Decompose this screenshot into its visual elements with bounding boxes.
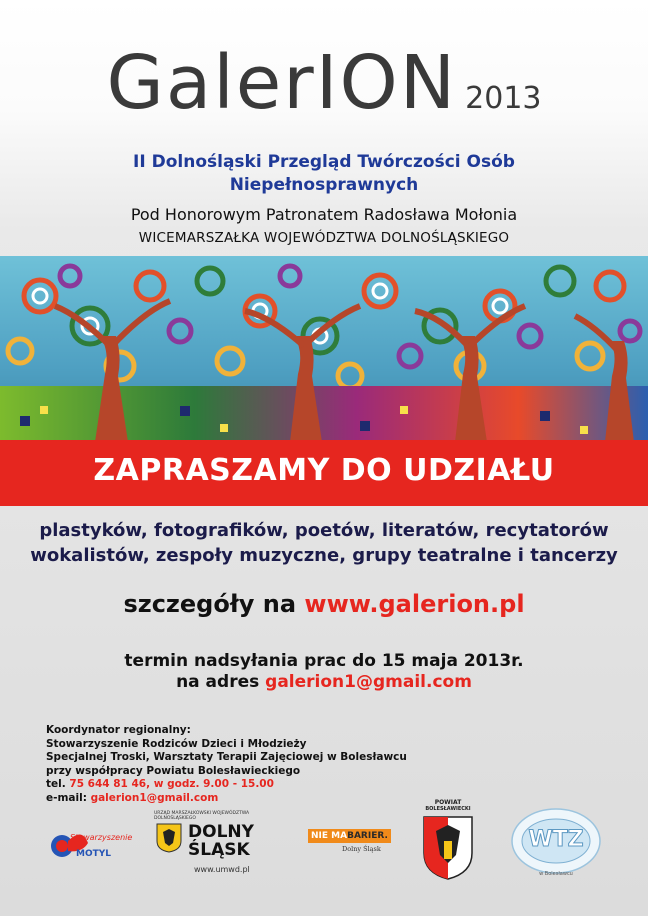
motyl-top-text: Stowarzyszenie (70, 833, 133, 842)
vice-marshal-line: WICEMARSZAŁKA WOJEWÓDZTWA DOLNOŚLĄSKIEGO (138, 230, 510, 246)
umwd-url[interactable]: www.umwd.pl (194, 865, 250, 874)
website-link[interactable]: www.galerion.pl (304, 590, 525, 618)
dolny-line2: ŚLĄSK (188, 840, 250, 860)
coordinator-org-line1: Stowarzyszenie Rodziców Dzieci i Młodzieży (46, 737, 307, 750)
submission-email-link[interactable]: galerion1@gmail.com (265, 672, 472, 692)
invitation-banner-text: ZAPRASZAMY DO UDZIAŁU (93, 453, 555, 488)
wtz-logo (508, 805, 604, 885)
motyl-logo (48, 823, 133, 869)
office-hours: , w godz. 9.00 - 15.00 (146, 778, 274, 791)
logo-word: GalerION (106, 40, 458, 126)
powiat-logo (414, 797, 482, 897)
powiat-line2: BOLESŁAWIECKI (425, 806, 471, 812)
address-line (0, 672, 648, 692)
tree-of-life-painting (0, 256, 648, 442)
wtz-sub: w Bolesławcu (539, 871, 573, 877)
coordinator-phone-line (46, 778, 407, 792)
nie-ma-barier-logo (308, 829, 388, 869)
details-prefix: szczegóły na (123, 590, 297, 618)
event-subtitle-line1: II Dolnośląski Przegląd Twórczości Osób (133, 152, 515, 172)
wtz-letters: WTZ (528, 827, 584, 852)
phone-label: tel. (46, 778, 66, 791)
logo-year: 2013 (465, 81, 542, 116)
coat-of-arms-icon (422, 815, 474, 881)
coordinator-email-link[interactable]: galerion1@gmail.com (90, 791, 219, 804)
powiat-line1: POWIAT (434, 799, 462, 806)
motyl-name: MOTYL (76, 849, 111, 859)
bariers-sub: Dolny Śląsk (342, 845, 381, 853)
coordinator-title: Koordynator regionalny: (46, 724, 191, 736)
event-subtitle-line2: Niepełnosprawnych (229, 175, 419, 195)
bariers-main1: NIE MA (311, 831, 348, 841)
address-prefix: na adres (176, 672, 260, 692)
galerion-logo (0, 40, 648, 126)
invitees-line1: plastyków, fotografików, poetów, literatów, recytatorów (39, 520, 609, 541)
coordinator-org-line2: Specjalnej Troski, Warsztaty Terapii Zajęciowej w Bolesławcu (46, 751, 407, 764)
butterfly-icon (48, 823, 118, 869)
phone-number[interactable]: 75 644 81 46 (69, 778, 147, 791)
patronage-line: Pod Honorowym Patronatem Radosława Mołonia (130, 205, 518, 224)
coordinator-org-line3: przy współpracy Powiatu Bolesławieckiego (46, 764, 301, 777)
coordinator-info (46, 724, 407, 806)
tree-of-life-image (0, 256, 648, 442)
sponsor-logos (0, 795, 648, 905)
bariers-main (308, 829, 391, 843)
eagle-shield-icon (156, 823, 182, 853)
deadline-line: termin nadsyłania prac do 15 maja 2013r. (124, 651, 524, 671)
invitees-line2: wokalistów, zespoły muzyczne, grupy teatralne i tancerzy (30, 545, 618, 566)
umwd-top-text: URZĄD MARSZAŁKOWSKI WOJEWÓDZTWA DOLNOŚLĄSKIEGO (154, 811, 250, 821)
dolny-line1: DOLNY (188, 822, 254, 842)
details-line (0, 590, 648, 618)
bariers-main2: BARIER. (347, 831, 388, 841)
email-label: e-mail: (46, 791, 87, 804)
dolny-slask-logo (150, 807, 265, 897)
